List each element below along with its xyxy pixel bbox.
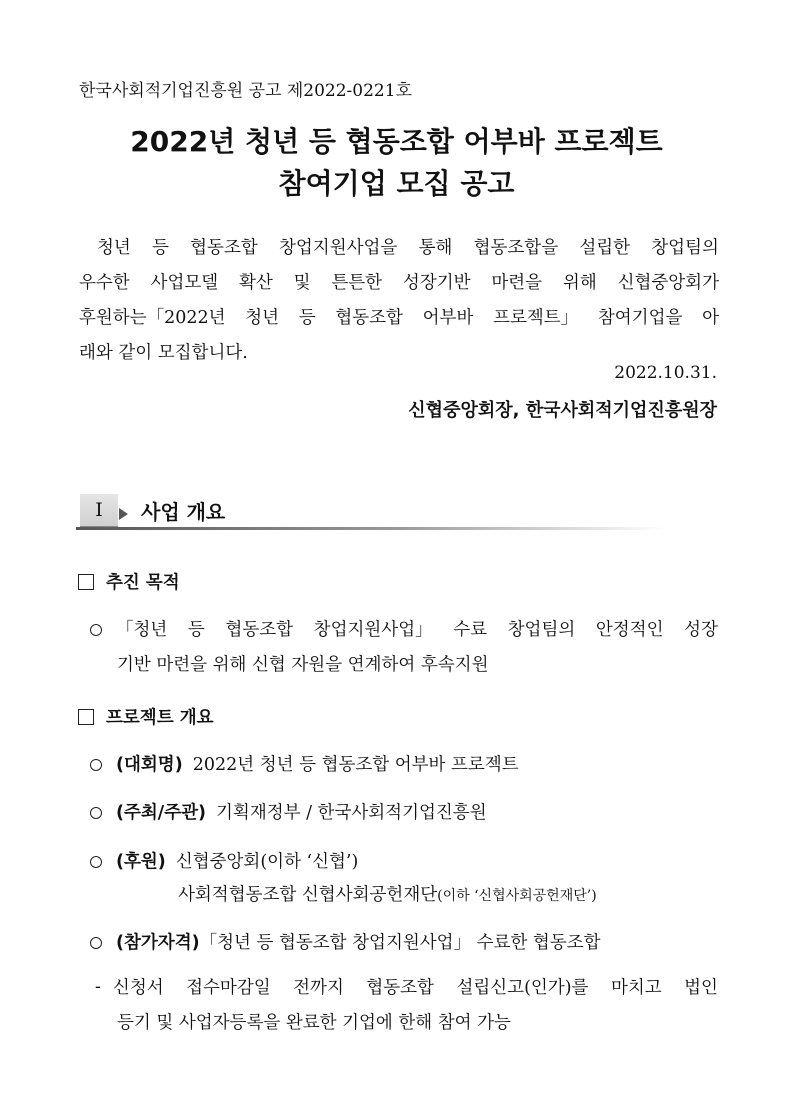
intro-word: 설립한	[579, 238, 631, 258]
section-number: Ⅰ	[80, 494, 118, 528]
square-bullet-icon	[78, 574, 94, 590]
overview-item-sponsor-row	[90, 848, 718, 873]
intro-word: 래와 같이 모집합니다.	[79, 343, 248, 363]
intro-word: 성장기반	[402, 273, 471, 293]
condition-word: 마치고	[610, 978, 662, 998]
intro-word: 사업모델	[150, 273, 219, 293]
circle-bullet-icon	[90, 937, 102, 949]
condition-word: 법인	[684, 978, 718, 998]
purpose-heading-text: 추진 목적	[106, 573, 180, 593]
overview-sponsor-value-1: 신협중앙회(이하 ‘신협’)	[175, 852, 359, 872]
overview-sponsor-line-2	[178, 881, 597, 906]
circle-bullet-icon	[90, 759, 102, 771]
title-line-1: 2022년 청년 등 협동조합 어부바 프로젝트	[130, 125, 663, 158]
intro-word: 청년	[245, 308, 280, 328]
condition-word: 접수마감일	[186, 978, 271, 998]
intro-paragraph	[79, 231, 719, 371]
purpose-word: 수료	[453, 620, 488, 640]
overview-item-eligibility	[90, 929, 718, 954]
overview-sponsor-note: (이하 ‘신협사회공헌재단’)	[437, 888, 597, 904]
intro-word: 튼튼한	[331, 273, 383, 293]
condition-line-2: 등기 및 사업자등록을 완료한 기업에 한해 참여 가능	[117, 1013, 511, 1033]
circle-bullet-icon	[90, 807, 102, 819]
condition-word: 설립신고(인가)를	[456, 978, 589, 998]
intro-word: 후원하는「2022년	[79, 308, 226, 328]
notice-number: 한국사회적기업진흥원 공고 제2022-0221호	[79, 81, 412, 101]
overview-sponsor-value-2: 사회적협동조합 신협사회공헌재단	[178, 885, 438, 905]
notice-date: 2022.10.31.	[614, 363, 717, 383]
purpose-heading	[78, 569, 180, 594]
condition-word: 신청서	[112, 978, 164, 998]
condition-lead	[95, 974, 164, 999]
intro-word: 신협중앙회가	[617, 273, 719, 293]
overview-heading-text: 프로젝트 개요	[106, 708, 214, 728]
section-divider	[76, 527, 666, 530]
section-heading	[76, 494, 666, 534]
intro-word: 창업팀의	[651, 238, 719, 258]
purpose-word: 등	[187, 620, 205, 640]
section-title: 사업 개요	[141, 500, 226, 524]
intro-line-2	[79, 266, 719, 301]
intro-word: 우수한	[79, 273, 130, 293]
overview-item-host	[90, 799, 718, 824]
square-bullet-icon	[78, 709, 94, 725]
purpose-line-2: 기반 마련을 위해 신협 자원을 연계하여 후속지원	[117, 655, 489, 675]
overview-name-value: 2022년 청년 등 협동조합 어부바 프로젝트	[192, 755, 519, 775]
purpose-word: 성장	[684, 620, 718, 640]
overview-host-value: 기획재정부 / 한국사회적기업진흥원	[216, 803, 487, 823]
intro-word: 창업지원사업을	[279, 238, 398, 258]
purpose-word: 창업팀의	[507, 620, 576, 640]
purpose-line-1	[90, 616, 718, 641]
triangle-right-icon	[119, 508, 128, 520]
intro-word: 등	[152, 238, 169, 258]
signer: 신협중앙회장, 한국사회적기업진흥원장	[408, 400, 717, 421]
intro-line-1	[79, 231, 719, 266]
intro-word: 및	[293, 273, 311, 293]
purpose-word: 창업지원사업」	[313, 620, 433, 640]
intro-word: 협동조합	[190, 238, 258, 258]
overview-item-eligibility-row	[90, 929, 718, 954]
purpose-word: 「청년	[116, 620, 168, 640]
overview-eligibility-label: (참가자격)	[116, 933, 200, 953]
circle-bullet-icon	[90, 856, 102, 868]
condition-line-1	[95, 974, 718, 999]
overview-item-name	[90, 751, 718, 776]
intro-word: 확산	[239, 273, 273, 293]
overview-eligibility-value: 「청년 등 협동조합 창업지원사업」 수료한 협동조합	[199, 933, 601, 953]
intro-word: 협동조합	[335, 308, 403, 328]
purpose-word: 협동조합	[225, 620, 294, 640]
title-line-2: 참여기업 모집 공고	[278, 167, 515, 200]
intro-word: 등	[298, 308, 316, 328]
intro-word: 통해	[418, 238, 453, 258]
intro-word: 아	[702, 308, 719, 328]
overview-name-label: (대회명)	[116, 755, 183, 775]
intro-word: 어부바	[422, 308, 474, 328]
intro-word: 청년	[97, 238, 131, 258]
overview-item-sponsor	[90, 848, 718, 873]
overview-item-name-row	[90, 751, 718, 776]
intro-line-3	[79, 301, 719, 336]
intro-word: 프로젝트」	[493, 308, 579, 328]
circle-bullet-icon	[90, 624, 102, 636]
dash-bullet: -	[95, 976, 101, 997]
intro-word: 마련을	[491, 273, 543, 293]
overview-sponsor-label: (후원)	[116, 852, 166, 872]
condition-word: 전까지	[293, 978, 344, 998]
overview-host-label: (주최/주관)	[116, 803, 207, 823]
condition-word: 협동조합	[366, 978, 434, 998]
intro-word: 위해	[562, 273, 597, 293]
overview-heading	[78, 704, 214, 729]
intro-word: 협동조합을	[473, 238, 559, 258]
overview-item-host-row	[90, 799, 718, 824]
purpose-word: 안정적인	[595, 620, 664, 640]
purpose-lead	[90, 616, 167, 641]
intro-word: 참여기업을	[597, 308, 683, 328]
